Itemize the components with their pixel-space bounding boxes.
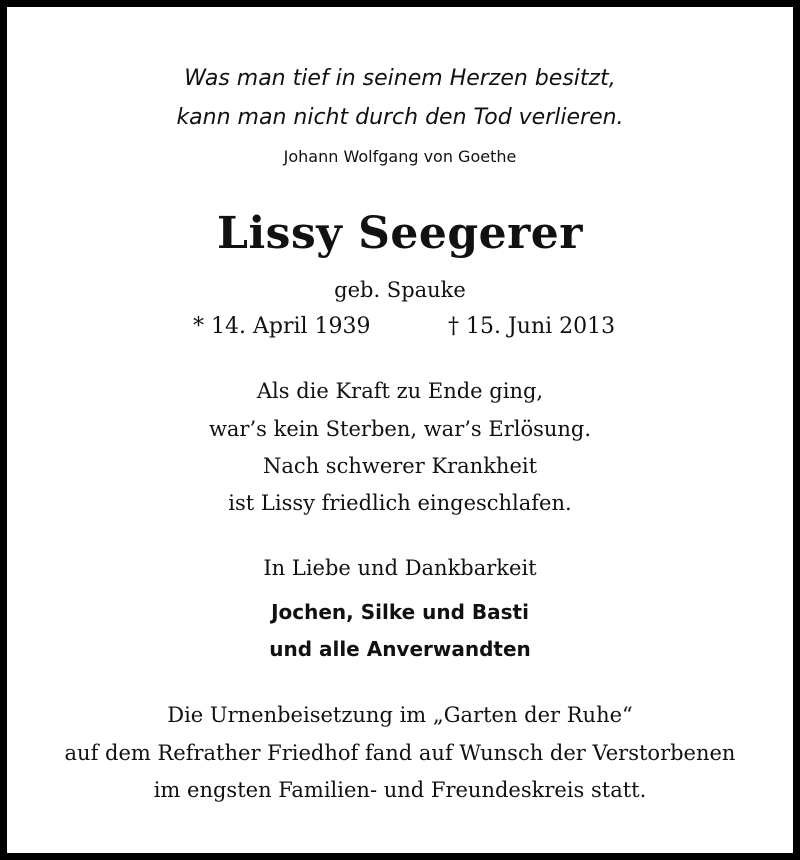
quote-line-1: Was man tief in seinem Herzen besitzt, <box>184 66 616 91</box>
mourners-names-1: Jochen, Silke und Basti <box>271 600 529 624</box>
poem-line-4: ist Lissy friedlich eingeschlafen. <box>228 491 572 515</box>
death-date: † 15. Juni 2013 <box>448 314 616 339</box>
notice-line-1: Die Urnenbeisetzung im „Garten der Ruhe“ <box>167 703 633 727</box>
mourners-names-2: und alle Anverwandten <box>269 637 531 661</box>
poem-line-2: war’s kein Sterben, war’s Erlösung. <box>208 417 592 441</box>
life-dates <box>7 316 793 342</box>
poem-line-3: Nach schwerer Krankheit <box>262 454 538 478</box>
maiden-name: geb. Spauke <box>334 278 466 302</box>
birth-date: * 14. April 1939 <box>193 314 371 339</box>
deceased-name: Lissy Seegerer <box>217 208 583 259</box>
notice-line-2: auf dem Refrather Friedhof fand auf Wunsch der Verstorbenen <box>64 741 736 765</box>
notice-line-3: im engsten Familien- und Freundeskreis statt. <box>153 778 647 802</box>
quote-author: Johann Wolfgang von Goethe <box>283 147 517 166</box>
mourners-intro: In Liebe und Dankbarkeit <box>263 556 537 580</box>
poem-line-1: Als die Kraft zu Ende ging, <box>256 379 544 403</box>
quote-line-2: kann man nicht durch den Tod verlieren. <box>176 105 624 130</box>
